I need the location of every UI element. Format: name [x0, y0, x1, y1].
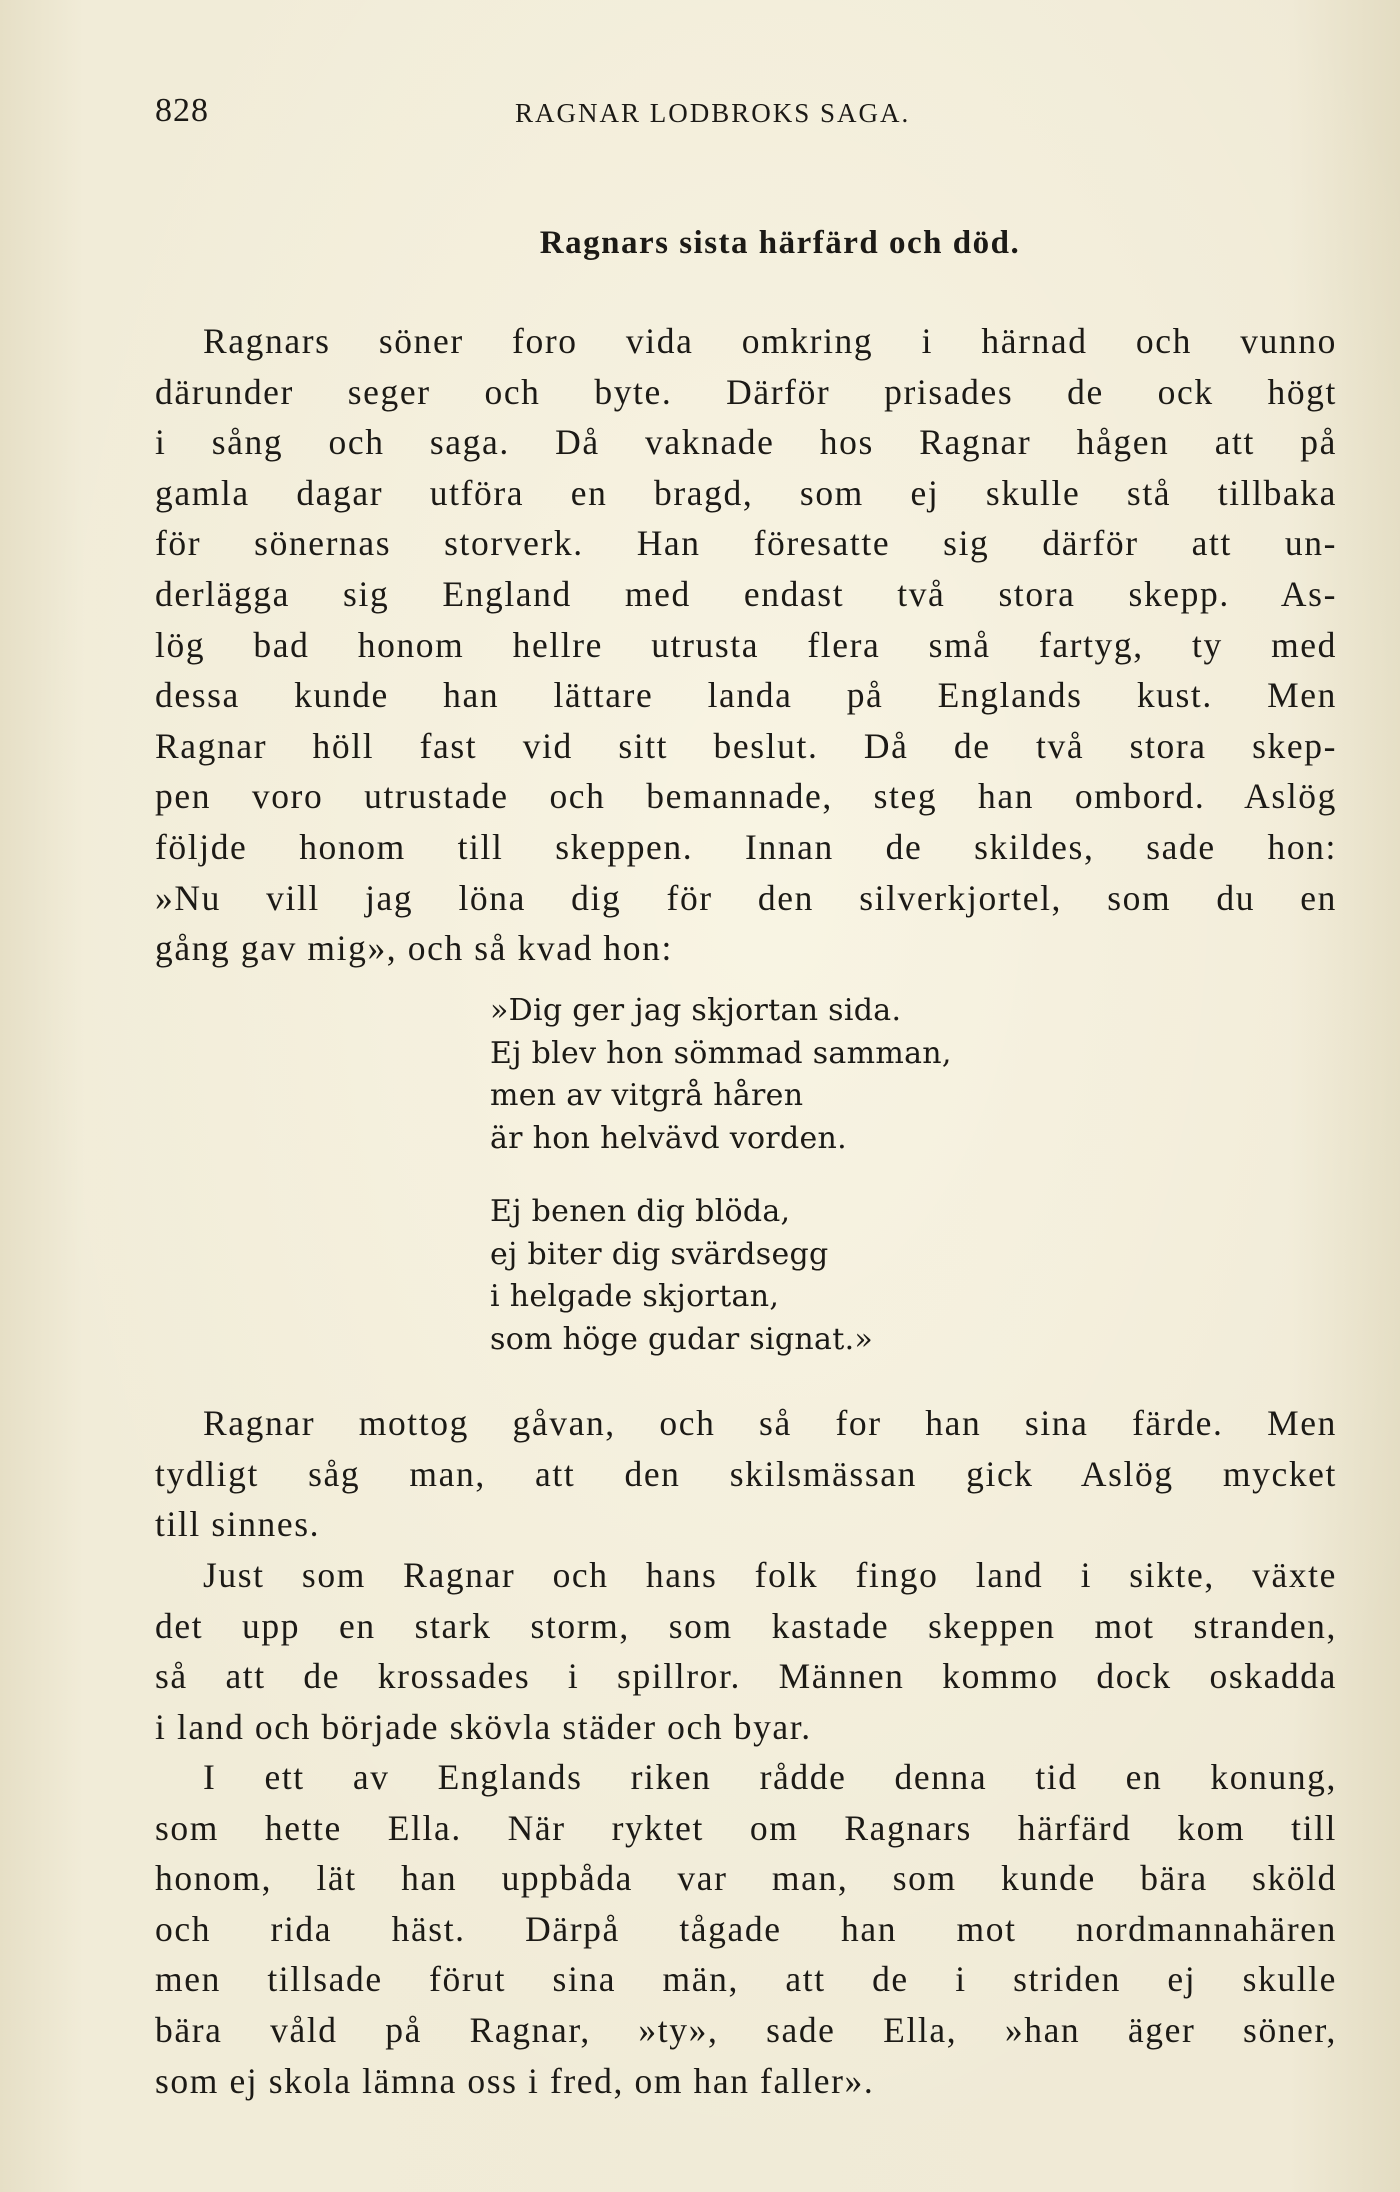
text-line: bära våld på Ragnar, »ty», sade Ella, »han äger söner,	[155, 2009, 1337, 2050]
text-line: som ej skola lämna oss i fred, om han faller».	[155, 2060, 875, 2101]
text-line: för sönernas storverk. Han föresatte sig därför att un-	[155, 523, 1337, 564]
text-line: Just som Ragnar och hans folk fingo land i sikte, växte	[203, 1555, 1337, 1595]
poem-stanza-2	[490, 1191, 873, 1361]
text-line: gång gav mig», och så kvad hon:	[155, 928, 673, 969]
text-line: det upp en stark storm, som kastade skeppen mot stranden,	[155, 1605, 1337, 1646]
text-line: derlägga sig England med endast två stora skepp. As-	[155, 573, 1337, 614]
page-number: 828	[155, 92, 209, 129]
section-title-text: Ragnars sista härfärd och död.	[539, 225, 1021, 261]
running-title: RAGNAR LODBROKS SAGA.	[515, 98, 911, 128]
text-line: lög bad honom hellre utrusta flera små fartyg, ty med	[155, 624, 1337, 665]
poem-line: är hon helvävd vorden.	[490, 1120, 847, 1156]
poem-line: som höge gudar signat.»	[490, 1321, 874, 1357]
text-line: honom, lät han uppbåda var man, som kunde bära sköld	[155, 1858, 1337, 1899]
text-line: därunder seger och byte. Därför prisades de ock högt	[155, 371, 1337, 412]
text-line: och rida häst. Därpå tågade han mot nordmannahären	[155, 1908, 1337, 1949]
text-line: men tillsade förut sina män, att de i striden ej skulle	[155, 1959, 1337, 2000]
poem-line: Ej benen dig blöda,	[490, 1194, 791, 1229]
text-line: gamla dagar utföra en bragd, som ej skulle stå tillbaka	[155, 472, 1337, 513]
text-line: så att de krossades i spillror. Männen kommo dock oskadda	[155, 1656, 1337, 1697]
poem-line: Ej blev hon sömmad samman,	[490, 1035, 952, 1071]
text-line: i land och började skövla städer och byar.	[155, 1706, 812, 1747]
poem-line: men av vitgrå håren	[490, 1078, 804, 1114]
poem-line: »Dig ger jag skjortan sida.	[490, 993, 902, 1028]
text-line: följde honom till skeppen. Innan de skildes, sade hon:	[155, 826, 1337, 867]
poem-stanza-1	[490, 990, 952, 1160]
poem-line: i helgade skjortan,	[490, 1279, 780, 1315]
text-line: tydligt såg man, att den skilsmässan gick Aslög mycket	[155, 1453, 1337, 1494]
page-header	[155, 92, 1340, 142]
text-line: dessa kunde han lättare landa på Englands kust. Men	[155, 675, 1337, 716]
text-line: som hette Ella. När ryktet om Ragnars härfärd kom till	[155, 1807, 1337, 1848]
text-line: Ragnar höll fast vid sitt beslut. Då de två stora skep-	[155, 725, 1337, 766]
poem-line: ej biter dig svärdsegg	[490, 1236, 829, 1272]
paragraph-1	[155, 316, 1337, 974]
text-line: Ragnars söner foro vida omkring i härnad och vunno	[203, 321, 1337, 361]
text-line: Ragnar mottog gåvan, och så for han sina färde. Men	[203, 1403, 1337, 1443]
text-line: till sinnes.	[155, 1504, 321, 1545]
text-line: »Nu vill jag löna dig för den silverkjortel, som du en	[155, 877, 1337, 918]
section-title	[0, 225, 1400, 262]
text-line: I ett av Englands riken rådde denna tid en konung,	[203, 1757, 1337, 1797]
paragraph-2	[155, 1398, 1337, 1550]
text-line: i sång och saga. Då vaknade hos Ragnar hågen att på	[155, 422, 1337, 463]
text-line: pen voro utrustade och bemannade, steg han ombord. Aslög	[155, 776, 1337, 817]
paragraph-4	[155, 1752, 1337, 2106]
paragraph-3	[155, 1550, 1337, 1752]
